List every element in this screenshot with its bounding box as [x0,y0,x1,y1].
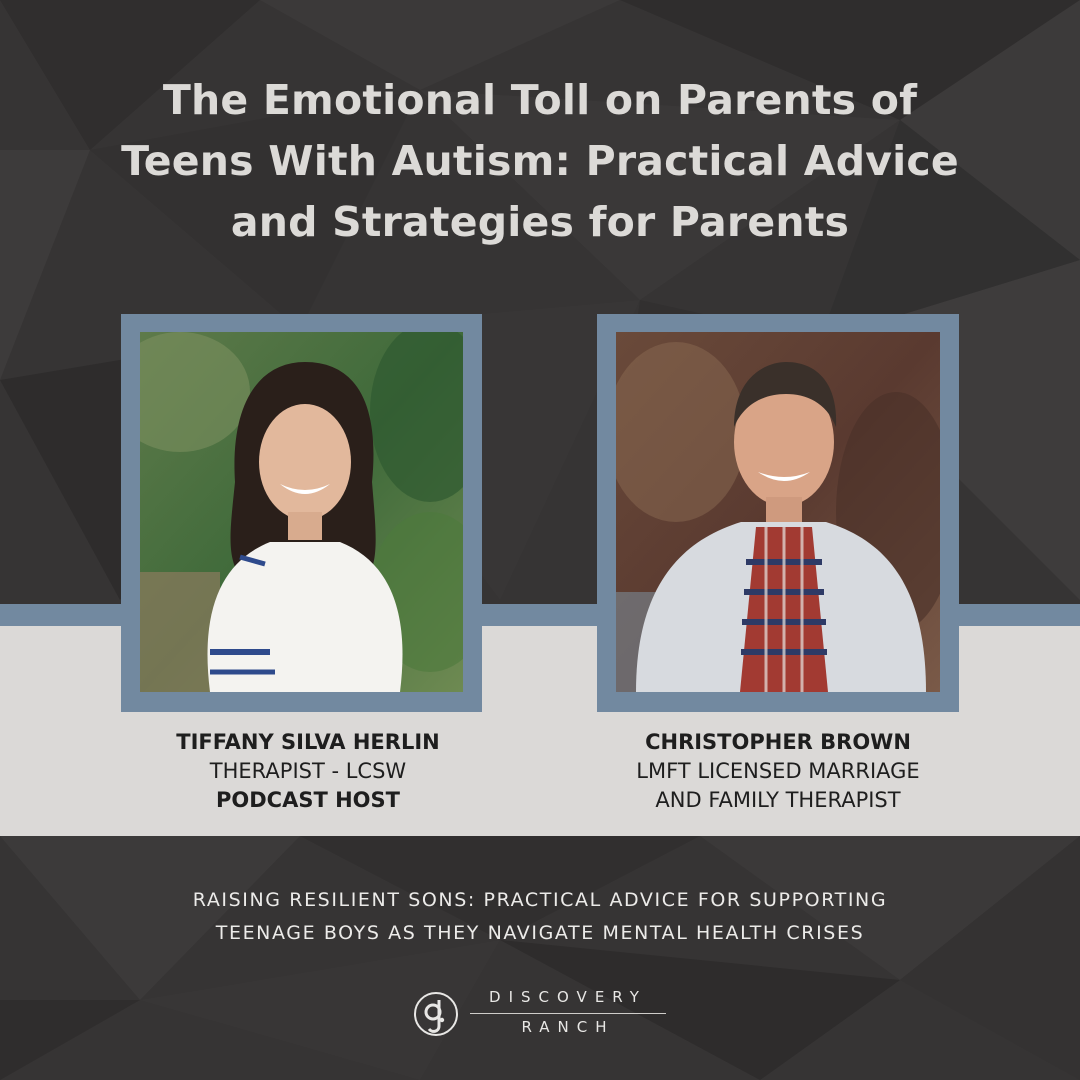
guest-photo-frame [597,314,959,712]
guest-credential-line-1: LMFT LICENSED MARRIAGE [636,759,920,783]
logo-wordmark-bottom: RANCH [521,1018,615,1036]
episode-title-line-3: and Strategies for Parents [230,198,850,246]
episode-title-line-1: The Emotional Toll on Parents of [162,76,918,124]
series-subtitle-line-2: TEENAGE BOYS AS THEY NAVIGATE MENTAL HEALTH CRISES [215,922,865,944]
host-photo-frame [121,314,482,712]
guest-details [578,728,978,815]
series-subtitle-line-1: RAISING RESILIENT SONS: PRACTICAL ADVICE FOR SUPPORTING [192,889,888,911]
guest-credential-line-2: AND FAMILY THERAPIST [655,788,901,812]
host-credential: THERAPIST - LCSW [209,759,407,783]
episode-title [60,70,1020,253]
logo-divider [470,1013,666,1014]
discovery-ranch-logo [412,988,672,1040]
series-subtitle [60,884,1020,950]
host-role: PODCAST HOST [216,788,400,812]
host-details [108,728,508,815]
discovery-ranch-monogram-icon [412,990,460,1038]
guest-name: CHRISTOPHER BROWN [645,730,911,754]
host-name: TIFFANY SILVA HERLIN [176,730,440,754]
guest-photo [616,332,940,692]
logo-wordmark-top: DISCOVERY [489,988,647,1006]
episode-title-line-2: Teens With Autism: Practical Advice [121,137,959,185]
host-photo [140,332,463,692]
